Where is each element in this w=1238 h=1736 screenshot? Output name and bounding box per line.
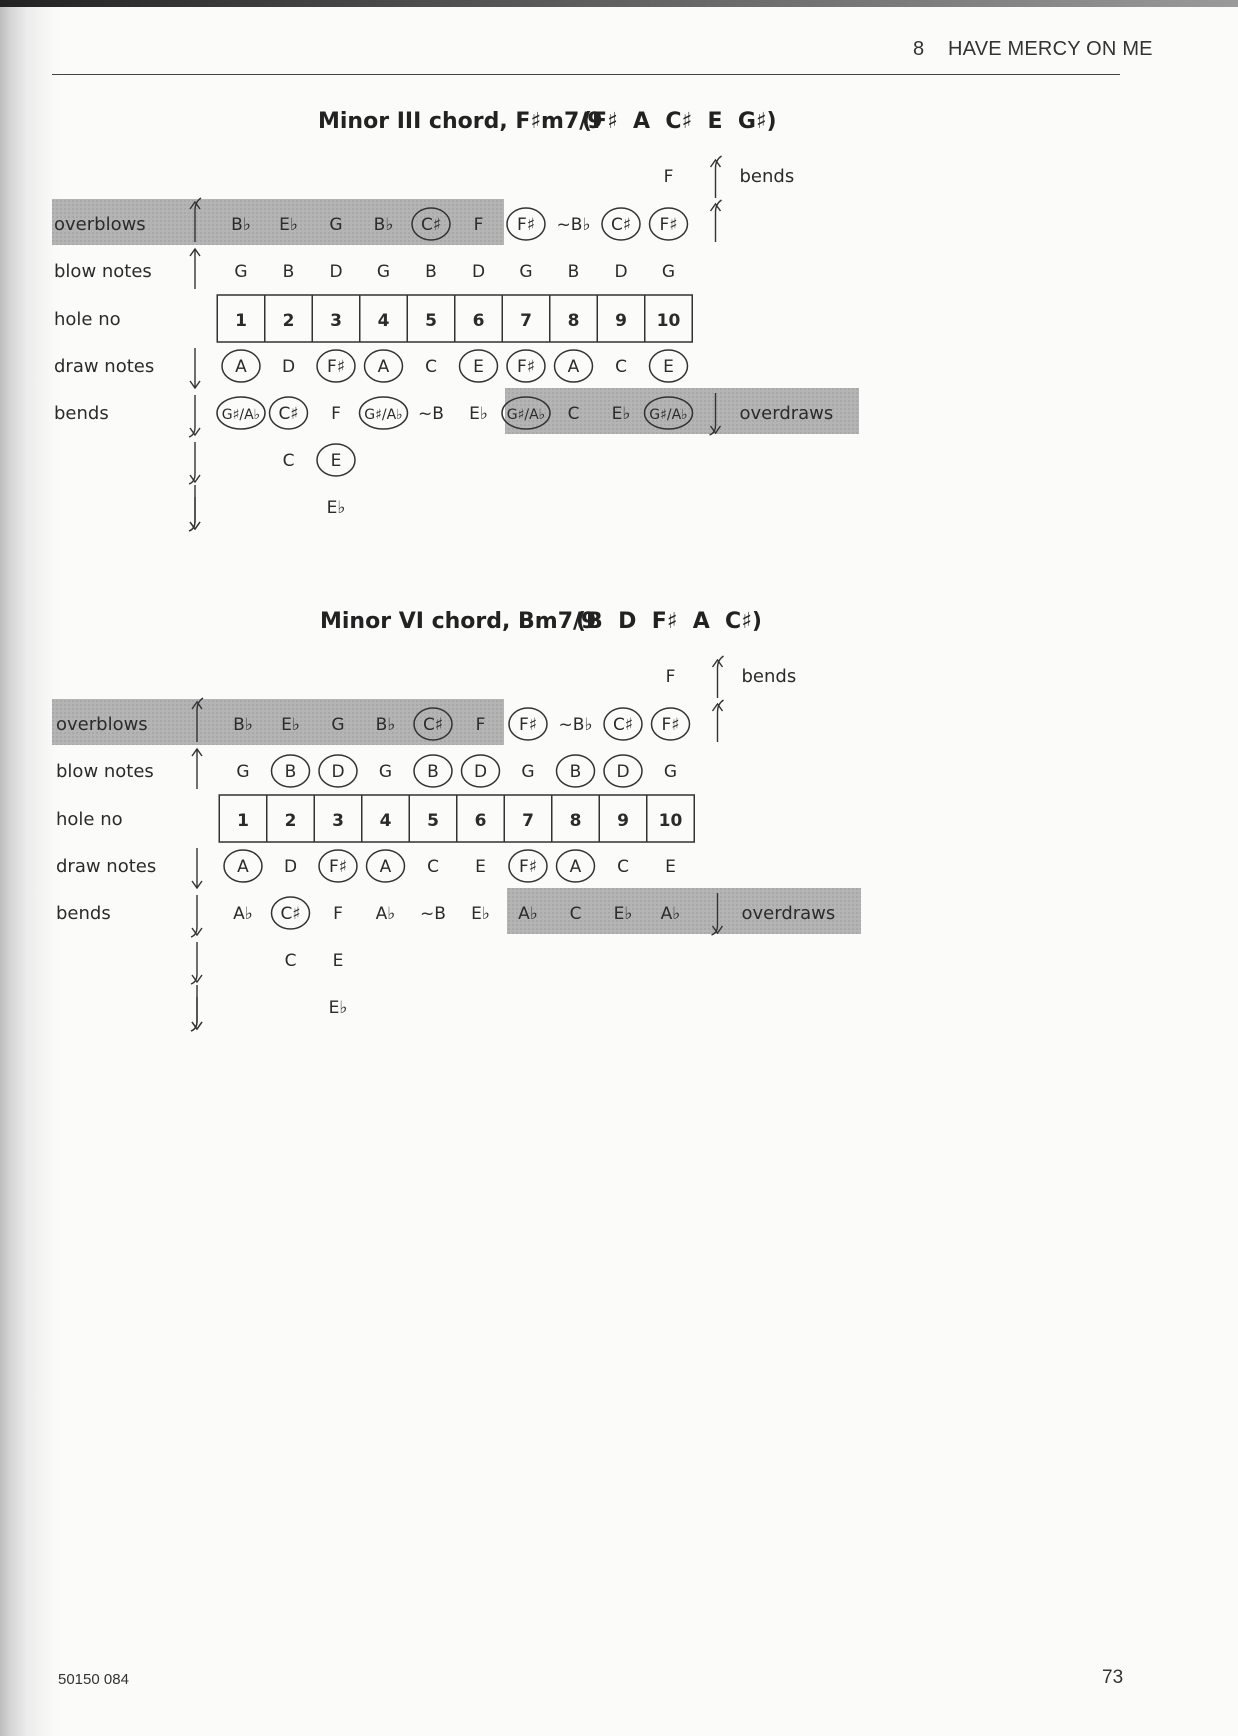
note-label: G bbox=[329, 215, 343, 235]
note-label: E bbox=[475, 857, 486, 877]
note-label: F♯ bbox=[659, 215, 678, 235]
note-label: E♭ bbox=[281, 715, 300, 735]
blow-note bbox=[521, 762, 534, 782]
note-label: D bbox=[329, 262, 343, 282]
bend-note bbox=[469, 404, 488, 424]
blow-note bbox=[319, 755, 357, 787]
chord-tones: (F♯ A C♯ E G♯) bbox=[582, 109, 777, 134]
overblow-note bbox=[233, 715, 253, 735]
bend-arrow-2 bbox=[189, 442, 200, 484]
note-label: C bbox=[427, 857, 439, 877]
hole-number: 1 bbox=[235, 311, 247, 331]
overdraws-label: overdraws bbox=[739, 403, 834, 424]
note-label: ~B♭ bbox=[556, 215, 591, 235]
note-label: C bbox=[425, 357, 437, 377]
note-label: F♯ bbox=[516, 357, 536, 377]
note-label: B bbox=[567, 262, 580, 282]
overblow-note bbox=[329, 215, 342, 235]
note-label: C bbox=[284, 951, 297, 971]
blow-note bbox=[664, 762, 677, 782]
bend-note bbox=[217, 397, 265, 429]
hole-number: 6 bbox=[474, 811, 487, 831]
hole-number: 1 bbox=[237, 811, 249, 831]
blow-note bbox=[472, 262, 485, 282]
note-label: F♯ bbox=[516, 215, 536, 235]
row-label-draw-notes: draw notes bbox=[56, 856, 157, 877]
draw-note bbox=[509, 850, 547, 882]
overblow-note bbox=[557, 215, 591, 235]
blow-note bbox=[234, 262, 247, 282]
note-label: G bbox=[661, 262, 676, 282]
chord-title: Minor VI chord, Bm7/9 bbox=[320, 609, 597, 634]
blow-bends-label: bends bbox=[741, 666, 797, 687]
overblow-note bbox=[604, 708, 642, 740]
blow-note bbox=[272, 755, 310, 787]
note-label: C♯ bbox=[610, 215, 632, 235]
note-label: E bbox=[332, 951, 344, 971]
overblow-note bbox=[650, 208, 688, 240]
note-label: E♭ bbox=[328, 998, 348, 1018]
note-label: G bbox=[521, 762, 535, 782]
hole-number: 7 bbox=[522, 811, 534, 831]
blow-note bbox=[379, 762, 392, 782]
overblow-note bbox=[559, 715, 593, 735]
overblow-note bbox=[476, 715, 486, 735]
overblow-note bbox=[376, 715, 396, 735]
note-label: G bbox=[378, 762, 393, 782]
bend-note bbox=[612, 404, 631, 424]
hole-number: 5 bbox=[425, 311, 437, 331]
bend-note-2 bbox=[283, 451, 295, 471]
note-label: G bbox=[331, 715, 345, 735]
blow-note bbox=[557, 755, 595, 787]
bend-note-3 bbox=[327, 498, 346, 518]
overblow-note bbox=[279, 215, 298, 235]
note-label: E♭ bbox=[279, 215, 298, 235]
hole-number: 4 bbox=[379, 811, 392, 831]
note-label: F bbox=[473, 215, 484, 235]
note-label: B bbox=[425, 262, 437, 282]
note-label: E♭ bbox=[469, 404, 488, 424]
blow-arrow bbox=[192, 749, 202, 789]
note-label: A♭ bbox=[518, 904, 538, 924]
blow-bend-note: F bbox=[665, 667, 676, 687]
draw-note bbox=[617, 857, 629, 877]
note-label: A bbox=[377, 357, 390, 377]
bend-note bbox=[471, 904, 490, 924]
note-label: B♭ bbox=[373, 215, 394, 235]
bend-note bbox=[614, 904, 633, 924]
chapter-title: HAVE MERCY ON ME bbox=[948, 38, 1153, 60]
blow-note bbox=[425, 262, 437, 282]
blow-bend-arrow bbox=[713, 656, 724, 698]
overblow-bend-arrow bbox=[711, 200, 722, 242]
note-label: C♯ bbox=[280, 904, 301, 924]
hole-number: 8 bbox=[567, 311, 580, 331]
bend-arrow-3b bbox=[189, 497, 200, 531]
bend-note-2 bbox=[333, 951, 344, 971]
bend-arrow bbox=[189, 395, 200, 437]
overblow-note bbox=[331, 715, 344, 735]
row-label-bends: bends bbox=[54, 403, 109, 424]
note-label: C bbox=[282, 451, 295, 471]
blow-arrow bbox=[190, 249, 200, 289]
draw-note bbox=[317, 350, 355, 382]
bend-note-2 bbox=[285, 951, 297, 971]
draw-note bbox=[507, 350, 545, 382]
draw-note bbox=[284, 857, 297, 877]
row-label-overblows: overblows bbox=[56, 714, 148, 735]
harmonica-note-diagram bbox=[0, 100, 1238, 540]
note-label: E bbox=[473, 357, 484, 377]
hole-number: 9 bbox=[617, 811, 629, 831]
draw-note bbox=[460, 350, 498, 382]
note-label: E♭ bbox=[326, 498, 346, 518]
harmonica-chart-minor-iii bbox=[0, 100, 1238, 520]
blow-note bbox=[604, 755, 642, 787]
note-label: F bbox=[331, 404, 341, 424]
blow-note bbox=[519, 262, 532, 282]
draw-note bbox=[319, 850, 357, 882]
blow-note bbox=[568, 262, 580, 282]
hole-number: 2 bbox=[282, 311, 295, 331]
note-label: B bbox=[569, 762, 582, 782]
bend-note bbox=[661, 904, 681, 924]
header-rule bbox=[52, 74, 1120, 75]
blow-note bbox=[662, 262, 675, 282]
bend-note bbox=[331, 404, 341, 424]
note-label: G bbox=[236, 762, 250, 782]
row-label-hole-no: hole no bbox=[54, 309, 121, 330]
note-label: G bbox=[376, 262, 391, 282]
note-label: G bbox=[234, 262, 248, 282]
note-label: F♯ bbox=[518, 715, 538, 735]
draw-note bbox=[282, 357, 295, 377]
note-label: E bbox=[663, 357, 674, 377]
hole-number: 8 bbox=[569, 811, 582, 831]
catalog-code: 50150 084 bbox=[58, 1671, 129, 1688]
bend-note bbox=[570, 904, 582, 924]
harmonica-chart-minor-vi bbox=[0, 600, 1238, 1020]
note-label: G♯/A♭ bbox=[506, 407, 546, 423]
note-label: C♯ bbox=[420, 215, 442, 235]
draw-note bbox=[224, 850, 262, 882]
note-label: A♭ bbox=[375, 904, 396, 924]
draw-note bbox=[425, 357, 437, 377]
note-label: G♯/A♭ bbox=[649, 407, 688, 423]
blow-note bbox=[414, 755, 452, 787]
bend-note bbox=[272, 897, 310, 929]
note-label: E bbox=[330, 451, 342, 471]
hole-number-table bbox=[219, 795, 694, 842]
draw-note bbox=[557, 850, 595, 882]
hole-number: 9 bbox=[615, 311, 627, 331]
note-label: ~B bbox=[418, 404, 444, 424]
draw-note bbox=[615, 357, 627, 377]
bend-note bbox=[518, 904, 538, 924]
note-label: C bbox=[569, 904, 582, 924]
page-number: 73 bbox=[1102, 1667, 1124, 1688]
row-label-blow-notes: blow notes bbox=[54, 261, 152, 282]
overblow-note bbox=[507, 208, 545, 240]
draw-arrow bbox=[190, 348, 200, 388]
hole-number-table bbox=[217, 295, 692, 342]
row-label-blow-notes: blow notes bbox=[56, 761, 154, 782]
note-label: G bbox=[663, 762, 678, 782]
overblow-note bbox=[652, 708, 690, 740]
row-label-overblows: overblows bbox=[54, 214, 146, 235]
note-label: C♯ bbox=[422, 715, 444, 735]
draw-note bbox=[367, 850, 405, 882]
overblow-note bbox=[474, 215, 484, 235]
note-label: F♯ bbox=[518, 857, 538, 877]
harmonica-note-diagram bbox=[0, 600, 1238, 1040]
bend-arrow-3b bbox=[191, 997, 202, 1031]
note-label: ~B bbox=[420, 904, 446, 924]
bend-note bbox=[270, 397, 308, 429]
hole-number: 3 bbox=[332, 811, 344, 831]
draw-note bbox=[427, 857, 439, 877]
note-label: E♭ bbox=[613, 904, 633, 924]
note-label: A bbox=[567, 357, 580, 377]
note-label: F bbox=[475, 715, 486, 735]
bend-note bbox=[376, 904, 396, 924]
note-label: B bbox=[284, 762, 297, 782]
note-label: A bbox=[379, 857, 392, 877]
note-label: C♯ bbox=[278, 404, 299, 424]
bend-note-2 bbox=[317, 444, 355, 476]
overblow-bend-arrow bbox=[713, 700, 724, 742]
note-label: A♭ bbox=[660, 904, 681, 924]
hole-number: 2 bbox=[284, 811, 297, 831]
bend-note bbox=[360, 397, 408, 429]
note-label: F♯ bbox=[661, 715, 680, 735]
hole-number: 5 bbox=[427, 811, 439, 831]
blow-note bbox=[614, 262, 627, 282]
note-label: D bbox=[471, 262, 486, 282]
note-label: A bbox=[237, 857, 249, 877]
row-label-draw-notes: draw notes bbox=[54, 356, 155, 377]
note-label: D bbox=[331, 762, 345, 782]
note-label: D bbox=[283, 857, 298, 877]
note-label: G♯/A♭ bbox=[364, 407, 403, 423]
note-label: E bbox=[665, 857, 676, 877]
bend-arrow-2 bbox=[191, 942, 202, 984]
draw-note bbox=[365, 350, 403, 382]
row-label-bends: bends bbox=[56, 903, 111, 924]
blow-note bbox=[236, 762, 249, 782]
blow-bends-label: bends bbox=[739, 166, 795, 187]
overblow-note bbox=[374, 215, 394, 235]
draw-note bbox=[555, 350, 593, 382]
draw-note bbox=[665, 857, 676, 877]
scan-top-edge bbox=[0, 0, 1238, 7]
bend-arrow bbox=[191, 895, 202, 937]
draw-note bbox=[475, 857, 486, 877]
note-label: B♭ bbox=[231, 215, 251, 235]
draw-arrow bbox=[192, 848, 202, 888]
note-label: F bbox=[333, 904, 343, 924]
note-label: E♭ bbox=[471, 904, 490, 924]
overdraws-label: overdraws bbox=[741, 903, 836, 924]
chapter-number: 8 bbox=[913, 38, 925, 60]
overblow-note bbox=[231, 215, 251, 235]
hole-number: 6 bbox=[472, 311, 485, 331]
note-label: D bbox=[473, 762, 488, 782]
note-label: ~B♭ bbox=[558, 715, 593, 735]
note-label: C bbox=[617, 857, 629, 877]
note-label: B bbox=[427, 762, 439, 782]
bend-note bbox=[568, 404, 580, 424]
note-label: A bbox=[569, 857, 582, 877]
note-label: G♯/A♭ bbox=[221, 407, 261, 423]
bend-note-3 bbox=[329, 998, 348, 1018]
note-label: G bbox=[519, 262, 533, 282]
overblow-note bbox=[509, 708, 547, 740]
bend-note bbox=[420, 904, 446, 924]
note-label: C bbox=[567, 404, 580, 424]
blow-note bbox=[462, 755, 500, 787]
row-label-hole-no: hole no bbox=[56, 809, 123, 830]
note-label: D bbox=[616, 762, 630, 782]
note-label: E♭ bbox=[611, 404, 631, 424]
note-label: B bbox=[282, 262, 295, 282]
overblow-note bbox=[602, 208, 640, 240]
note-label: B♭ bbox=[233, 715, 253, 735]
overblow-note bbox=[281, 715, 300, 735]
blow-note bbox=[283, 262, 295, 282]
note-label: F♯ bbox=[326, 357, 346, 377]
bend-note bbox=[418, 404, 444, 424]
hole-number: 10 bbox=[656, 311, 681, 331]
hole-number: 4 bbox=[377, 311, 390, 331]
note-label: A♭ bbox=[233, 904, 253, 924]
bend-note bbox=[233, 904, 253, 924]
bend-note bbox=[333, 904, 343, 924]
blow-note bbox=[329, 262, 342, 282]
hole-number: 3 bbox=[330, 311, 342, 331]
note-label: F♯ bbox=[328, 857, 348, 877]
draw-note bbox=[222, 350, 260, 382]
note-label: C bbox=[615, 357, 627, 377]
note-label: C♯ bbox=[612, 715, 634, 735]
chord-tones: (B D F♯ A C♯) bbox=[576, 609, 762, 634]
note-label: A bbox=[235, 357, 247, 377]
chord-title: Minor III chord, F♯m7/9 bbox=[318, 109, 603, 134]
note-label: D bbox=[614, 262, 628, 282]
draw-note bbox=[650, 350, 688, 382]
blow-bend-arrow bbox=[711, 156, 722, 198]
note-label: B♭ bbox=[375, 715, 396, 735]
blow-bend-note: F bbox=[663, 167, 674, 187]
hole-number: 10 bbox=[658, 811, 683, 831]
note-label: D bbox=[281, 357, 296, 377]
hole-number: 7 bbox=[520, 311, 532, 331]
blow-note bbox=[377, 262, 390, 282]
